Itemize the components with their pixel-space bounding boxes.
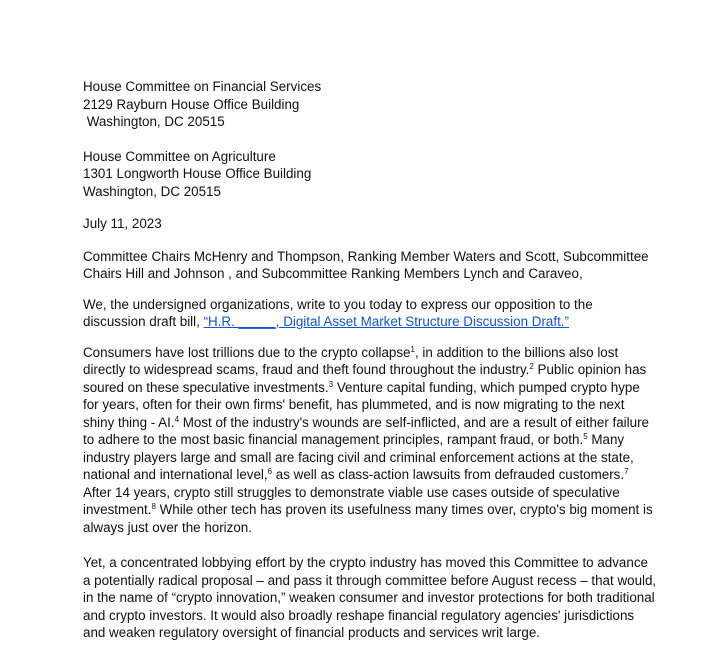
intro-text: We, the undersigned organizations, write to you today to express our opposition to the discussion draft bill, — [83, 296, 593, 329]
letter-page — [83, 78, 658, 642]
footnote-ref-8[interactable]: 8 — [151, 502, 156, 511]
paragraph-crypto-collapse — [83, 344, 658, 537]
sentence: Venture capital funding, which pumped crypto hype for years, often for their own firms' benefit, has plummeted, and is now migrating to the next shiny thing - AI. — [83, 379, 640, 430]
salutation: Committee Chairs McHenry and Thompson, Ranking Member Waters and Scott, Subcommittee Chairs Hill and Johnson , and Subcommittee Ranking Members Lynch and Caraveo, — [83, 248, 649, 281]
footnote-ref-2[interactable]: 2 — [529, 362, 534, 371]
addressee-name: House Committee on Agriculture — [83, 148, 276, 164]
paragraph-lobbying-effort: Yet, a concentrated lobbying effort by the crypto industry has moved this Committee to advance a potentially radical proposal – and pass it through committee before August recess – that would, in the name of “crypto innovation,” weaken consumer and investor protections for both traditional and crypto investors. It would also broadly reshape financial regulatory agencies' jurisdictions and weaken regulatory oversight of financial products and services writ large. — [83, 555, 657, 640]
footnote-ref-3[interactable]: 3 — [328, 379, 334, 389]
footnote-ref-1[interactable]: 1 — [410, 344, 415, 354]
addressee-name: House Committee on Financial Services — [83, 79, 322, 94]
footnote-ref-7[interactable]: 7 — [624, 467, 629, 476]
footnote-ref-4[interactable]: 4 — [174, 414, 180, 424]
sentence: Most of the industry's wounds are self-inflicted, and are a result of either failure to adhere to the most basic financial management principles, rampant fraud, or both. — [83, 414, 649, 447]
addressee-street: 1301 Longworth House Office Building — [83, 166, 312, 181]
addressee-city: Washington, DC 20515 — [83, 114, 225, 129]
letter-date: July 11, 2023 — [83, 216, 162, 231]
sentence: While other tech has proven its usefulness many times over, crypto's big moment is always just over the horizon. — [83, 502, 653, 535]
footnote-ref-6[interactable]: 6 — [267, 467, 273, 476]
footnote-ref-5[interactable]: 5 — [583, 432, 588, 441]
sentence: Many industry players large and small are facing civil and criminal enforcement actions at the state, national and international level, — [83, 432, 634, 482]
address-block-agriculture — [83, 148, 658, 201]
sentence: as well as class-action lawsuits from defrauded customers. — [272, 467, 625, 482]
sentence: Consumers have lost trillions due to the crypto collapse — [83, 344, 411, 360]
discussion-draft-link[interactable]: “H.R. _____, Digital Asset Market Structure Discussion Draft.” — [203, 314, 569, 329]
sentence: After 14 years, crypto still struggles to demonstrate viable use cases outside of speculative investment. — [83, 484, 620, 517]
addressee-street: 2129 Rayburn House Office Building — [83, 96, 300, 112]
sentence: , in addition to the billions also lost directly to widespread scams, fraud and theft found throughout the industry. — [83, 344, 619, 377]
address-block-financial-services — [83, 78, 658, 131]
intro-paragraph — [83, 296, 658, 331]
addressee-city: Washington, DC 20515 — [83, 183, 221, 199]
sentence: Public opinion has soured on these speculative investments. — [83, 362, 647, 395]
